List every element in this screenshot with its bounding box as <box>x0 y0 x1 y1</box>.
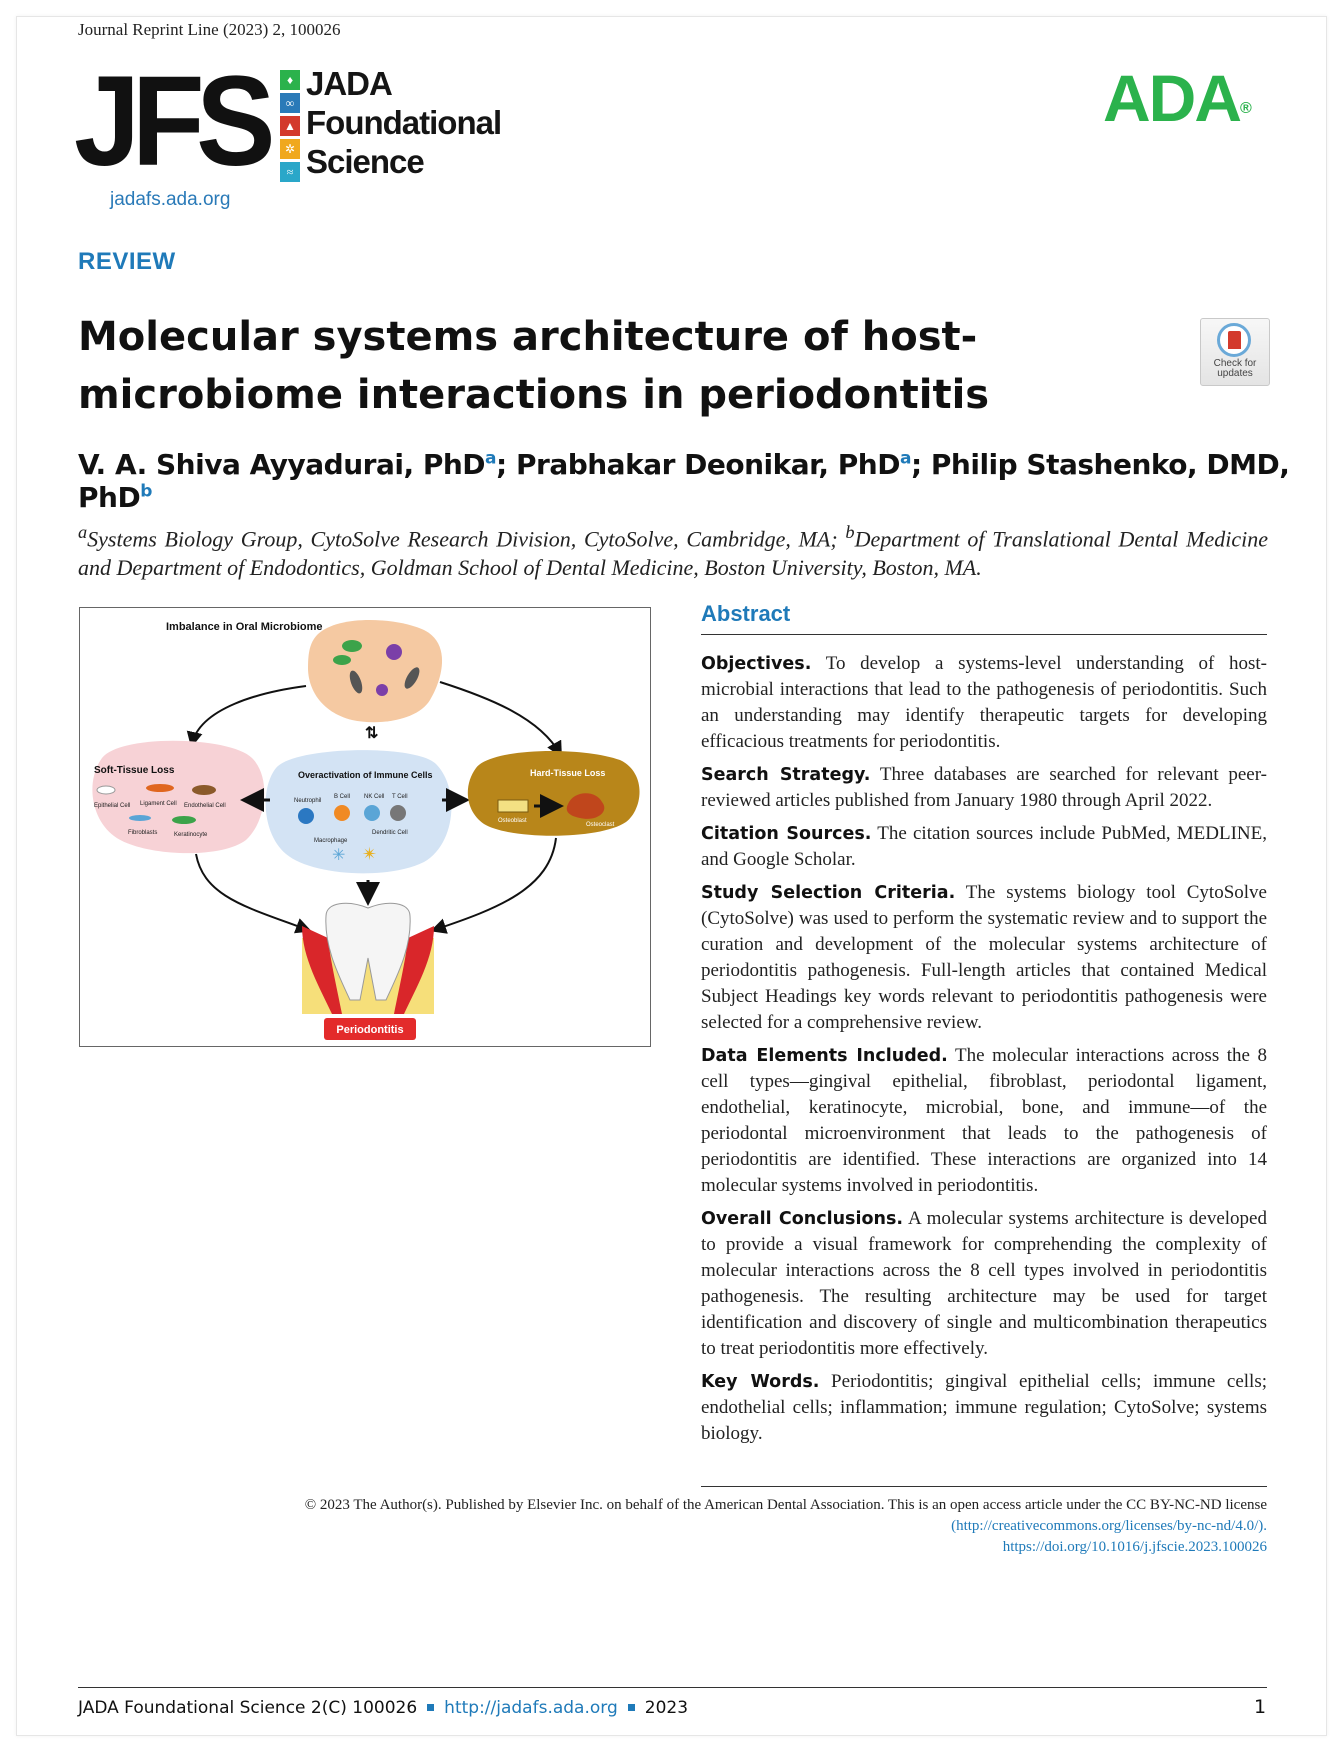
article-title: Molecular systems architecture of host-microbiome interactions in periodontitis <box>78 314 990 418</box>
gear-icon: ✲ <box>280 139 300 159</box>
ada-logo <box>1103 60 1252 136</box>
check-updates-line2: updates <box>1217 368 1253 379</box>
copyright-divider <box>701 1486 1267 1487</box>
arrow-hard-to-tooth <box>434 838 556 930</box>
author-separator: ; <box>910 448 931 481</box>
author-separator: ; <box>496 448 516 481</box>
immune-cell-label: Neutrophil <box>294 798 322 804</box>
abstract-section-label: Overall Conclusions. <box>701 1209 904 1229</box>
soft-cell-label: Epithelial Cell <box>94 803 131 809</box>
ada-logo-text: ADA <box>1103 61 1240 135</box>
flask-icon: ▲ <box>280 116 300 136</box>
b-cell-icon <box>334 805 350 821</box>
periodontitis-label: Periodontitis <box>336 1024 404 1036</box>
dna-icon: ≈ <box>280 162 300 182</box>
abstract-section-label: Objectives. <box>701 654 812 674</box>
keratinocyte-icon <box>172 816 196 824</box>
jfs-icon-strip <box>280 70 300 185</box>
soft-cell-label: Fibroblasts <box>128 830 158 836</box>
author-affil-sup: a <box>485 448 497 469</box>
bullet-square-icon <box>427 1704 434 1711</box>
nk-cell-icon <box>364 805 380 821</box>
immune-cell-label: NK Cell <box>364 794 385 800</box>
abstract-section-text: The molecular interactions across the 8 cell types—gingival epithelial, fibroblast, periodontal ligament, endothelial, keratinocyte, microbial, bone, and immune—of the periodontal microenvironment that leads to the pathogenesis of periodontitis are identified. These interactions are organized into 14 molecular systems involved in periodontitis. <box>701 1045 1267 1196</box>
author-name: V. A. Shiva Ayyadurai, PhD <box>78 448 486 481</box>
abstract-section-text: To develop a systems-level understanding of host-microbial interactions that lead to the pathogenesis of periodontitis. Such an understanding may identify therapeutic targets for developing efficacious treatments for periodontitis. <box>701 653 1267 752</box>
affil-sup: a <box>78 522 88 542</box>
check-updates-label <box>1201 359 1269 379</box>
abstract-section <box>701 1206 1267 1362</box>
arrow-soft-to-tooth <box>196 854 308 930</box>
abstract-section-text: The systems biology tool CytoSolve (CytoSolve) was used to perform the systematic review and to support the curation and development of the molecular systems architecture of periodontitis pathogenesis. Full-length articles that contained Medical Subject Headings key words relevant to periodontitis pathogenesis were selected for a comprehensive review. <box>701 882 1267 1033</box>
hard-cell-label: Osteoclast <box>586 822 615 828</box>
abstract-heading: Abstract <box>701 601 791 626</box>
abstract-section-label: Citation Sources. <box>701 824 872 844</box>
logo-line-foundational: Foundational <box>306 104 502 141</box>
immune-cell-label: T Cell <box>392 794 408 800</box>
jada-foundational-science-logo <box>306 64 501 181</box>
virus-icon <box>376 684 388 696</box>
soft-cell-label: Endothelial Cell <box>184 803 226 809</box>
soft-tissue-title: Soft-Tissue Loss <box>94 765 175 776</box>
abstract-section-text: Periodontitis; gingival epithelial cells; immune cells; endothelial cells; inflammation; immune regulation; CytoSolve; systems biology. <box>701 1371 1267 1444</box>
journal-reprint-line: Journal Reprint Line (2023) 2, 100026 <box>78 20 341 39</box>
author-name: Prabhakar Deonikar, PhD <box>515 448 900 481</box>
abstract-section <box>701 880 1267 1036</box>
copyright-notice <box>178 1495 1267 1558</box>
check-for-updates-button[interactable] <box>1200 318 1270 386</box>
footer-journal: JADA Foundational Science 2(C) 100026 <box>78 1698 418 1718</box>
endothelial-cell-icon <box>192 785 216 795</box>
section-label: REVIEW <box>78 248 176 275</box>
doi-link[interactable]: https://doi.org/10.1016/j.jfscie.2023.100026 <box>1002 1539 1267 1555</box>
author-name: Philip Stashenko, DMD, PhD <box>78 448 1290 514</box>
registered-mark: ® <box>1240 100 1252 117</box>
abstract-section-label: Search Strategy. <box>701 765 871 785</box>
affiliation-b: Department of Translational Dental Medicine and Department of Endodontics, Goldman School of Dental Medicine, Boston University, Boston, MA. <box>78 526 1268 581</box>
hard-cell-label: Osteoblast <box>498 818 527 824</box>
abstract-section-text: Three databases are searched for relevant peer-reviewed articles published from January 1980 through April 2022. <box>701 764 1267 811</box>
hard-tissue-title: Hard-Tissue Loss <box>530 768 606 778</box>
bookmark-icon <box>1217 323 1251 357</box>
bidirectional-arrow-icon: ⇅ <box>365 725 379 742</box>
abstract-section <box>701 821 1267 873</box>
immune-title: Overactivation of Immune Cells <box>298 770 433 780</box>
neutrophil-icon <box>298 808 314 824</box>
soft-cell-label: Ligament Cell <box>140 801 177 807</box>
abstract-body <box>701 651 1267 1454</box>
jfs-logo: JFS <box>74 50 268 193</box>
figure-diagram <box>80 608 650 1046</box>
figure-top-title: Imbalance in Oral Microbiome <box>166 621 323 633</box>
graphical-abstract-figure <box>79 607 651 1047</box>
abstract-section-text: A molecular systems architecture is developed to provide a visual framework for comprehending the complexity of molecular interactions across the 8 cell types involved in periodontitis pathogenesis. The resulting architecture may be used for target identification and discovery of single and multicombination therapeutics to treat periodontitis more effectively. <box>701 1208 1267 1359</box>
abstract-section <box>701 1043 1267 1199</box>
t-cell-icon <box>390 805 406 821</box>
abstract-section <box>701 651 1267 755</box>
immune-cell-label: Dendritic Cell <box>372 830 408 836</box>
affiliations <box>78 518 1268 582</box>
bullet-square-icon <box>628 1704 635 1711</box>
immune-cell-label: Macrophage <box>314 838 348 844</box>
ligament-cell-icon <box>146 784 174 792</box>
abstract-section <box>701 1369 1267 1447</box>
immune-cell-blob <box>266 750 452 873</box>
affil-sup: b <box>845 522 855 542</box>
footer-divider <box>78 1687 1267 1688</box>
bacterium-icon <box>333 655 351 665</box>
abstract-divider <box>701 634 1267 635</box>
copyright-line: © 2023 The Author(s). Published by Elsevier Inc. on behalf of the American Dental Association. This is an open access article under the CC BY-NC-ND license <box>304 1497 1267 1513</box>
arrow-to-hard <box>440 682 560 754</box>
journal-url-link[interactable]: jadafs.ada.org <box>110 189 231 210</box>
soft-cell-label: Keratinocyte <box>174 832 208 838</box>
author-affil-sup: b <box>140 481 152 502</box>
bacterium-icon <box>342 640 362 652</box>
dendritic-cell-icon: ✴ <box>362 844 378 864</box>
abstract-section-label: Key Words. <box>701 1372 820 1392</box>
author-list <box>78 448 1343 514</box>
logo-line-science: Science <box>306 143 424 180</box>
immune-cell-label: B Cell <box>334 794 351 800</box>
abstract-section <box>701 762 1267 814</box>
microbiome-blob <box>308 620 442 722</box>
license-link[interactable]: (http://creativecommons.org/licenses/by-nc-nd/4.0/). <box>951 1518 1267 1534</box>
affiliation-a: Systems Biology Group, CytoSolve Research Division, CytoSolve, Cambridge, MA; <box>87 526 846 552</box>
epithelial-cell-icon <box>97 786 115 794</box>
author-affil-sup: a <box>899 448 911 469</box>
tooth-icon: ♦ <box>280 70 300 90</box>
arrow-to-soft <box>192 686 306 744</box>
page-footer <box>78 1698 688 1718</box>
virus-icon <box>386 644 402 660</box>
check-updates-line1: Check for <box>1213 358 1257 369</box>
molecule-icon: ∞ <box>280 93 300 113</box>
footer-url-link[interactable]: http://jadafs.ada.org <box>444 1698 618 1718</box>
abstract-section-text: The citation sources include PubMed, MEDLINE, and Google Scholar. <box>701 823 1267 870</box>
fibroblast-icon <box>129 815 151 821</box>
abstract-section-label: Data Elements Included. <box>701 1046 948 1066</box>
abstract-section-label: Study Selection Criteria. <box>701 883 956 903</box>
footer-year: 2023 <box>644 1698 689 1718</box>
osteoblast-icon <box>498 800 528 812</box>
macrophage-icon: ✳ <box>332 847 346 864</box>
logo-line-jada: JADA <box>306 65 392 102</box>
page-number: 1 <box>1254 1696 1267 1718</box>
